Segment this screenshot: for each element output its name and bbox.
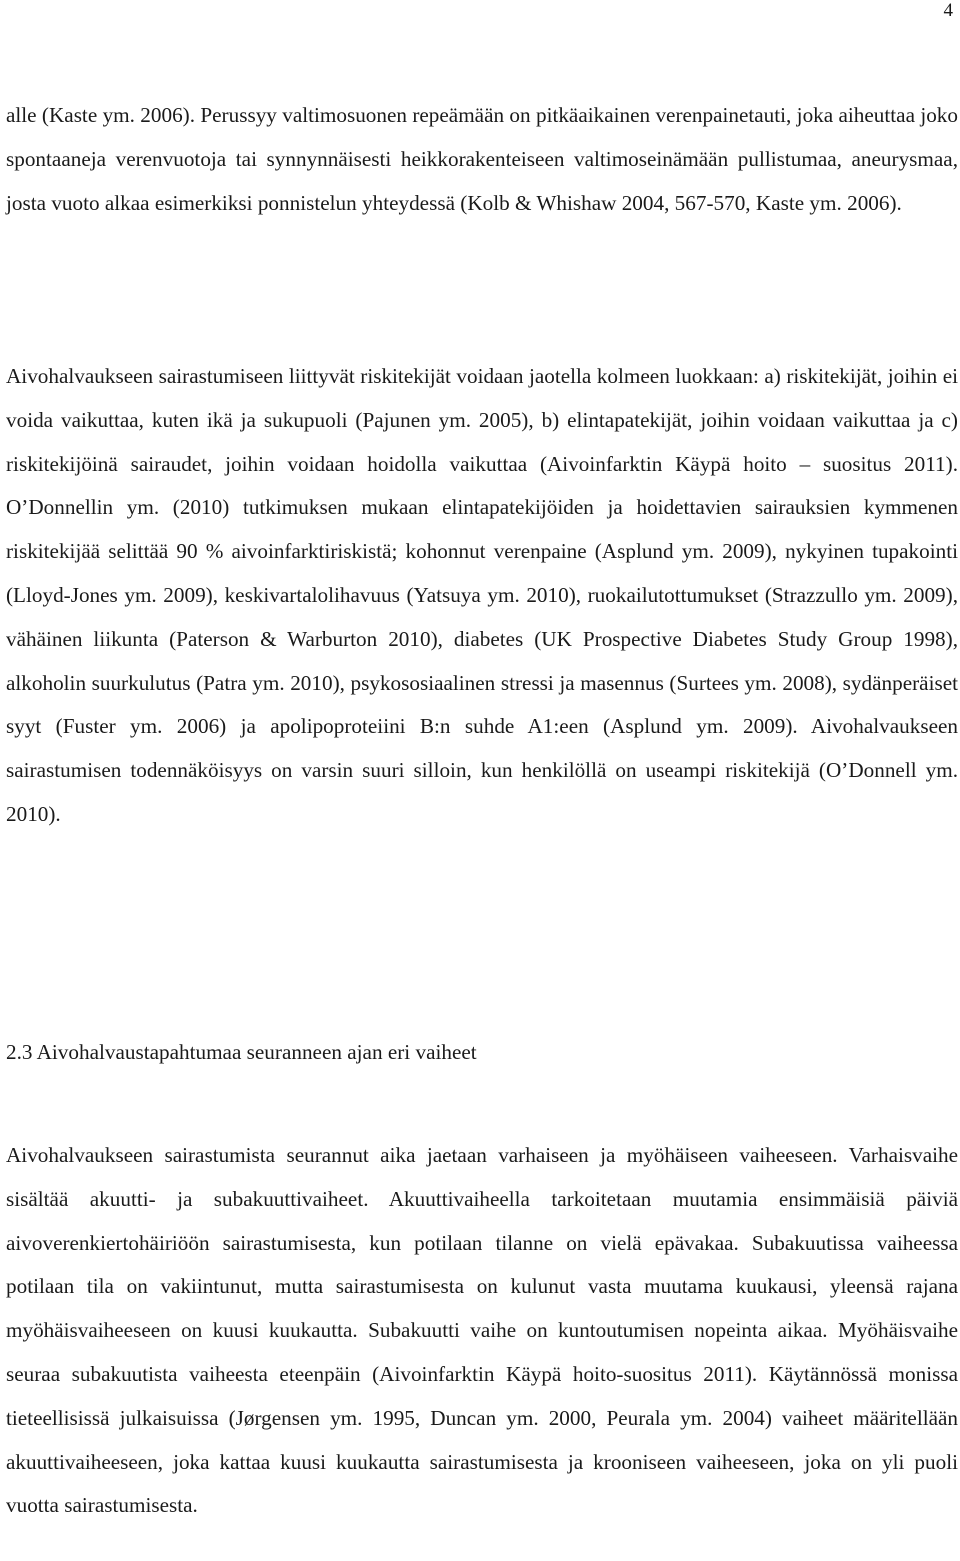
section-heading: 2.3 Aivohalvaustapahtumaa seuranneen ajan eri vaiheet [6, 1040, 477, 1064]
page-number: 4 [943, 0, 953, 21]
paragraph-risk-factors: Aivohalvaukseen sairastumiseen liittyvät riskitekijät voidaan jaotella kolmeen luokkaan: a) riskitekijät, joihin ei voida vaikuttaa, kuten ikä ja sukupuoli (Pajunen ym. 2005), b) elintapatekijät, joihin voidaan vaikuttaa ja c) riskitekijöinä sairaudet, joihin voidaan hoidolla vaikuttaa (Aivoinfarktin Käypä hoito – suositus 2011). O’Donnellin ym. (2010) tutkimuksen mukaan elintapatekijöiden ja hoidettavien sairauksien kymmenen riskitekijää selittää 90 % aivoinfarktiriskistä; kohonnut verenpaine (Asplund ym. 2009), nykyinen tupakointi (Lloyd-Jones ym. 2009), keskivartalolihavuus (Yatsuya ym. 2010), ruokailutottumukset (Strazzullo ym. 2009), vähäinen liikunta (Paterson & Warburton 2010), diabetes (UK Prospective Diabetes Study Group 1998), alkoholin suurkulutus (Patra ym. 2010), psykososiaalinen stressi ja masennus (Surtees ym. 2008), sydänperäiset syyt (Fuster ym. 2006) ja apolipoproteiini B:n suhde A1:een (Asplund ym. 2009). Aivohalvaukseen sairastumisen todennäköisyys on varsin suuri silloin, kun henkilöllä on useampi riskitekijä (O’Donnell ym. 2010). [6, 364, 958, 826]
paragraph-stroke-causes: alle (Kaste ym. 2006). Perussyy valtimosuonen repeämään on pitkäaikainen verenpainetauti, joka aiheuttaa joko spontaaneja verenvuotoja tai synnynnäisesti heikkorakenteiseen valtimoseinämään pullistumaa, aneurysmaa, josta vuoto alkaa esimerkiksi ponnistelun yhteydessä (Kolb & Whishaw 2004, 567-570, Kaste ym. 2006). [6, 103, 958, 215]
paragraph-stroke-phases: Aivohalvaukseen sairastumista seurannut aika jaetaan varhaiseen ja myöhäiseen vaiheeseen. Varhaisvaihe sisältää akuutti- ja subakuuttivaiheet. Akuuttivaiheella tarkoitetaan muutamia ensimmäisiä päiviä aivoverenkiertohäiriöön sairastumisesta, kun potilaan tilanne on vielä epävakaa. Subakuutissa vaiheessa potilaan tila on vakiintunut, mutta sairastumisesta on kulunut vasta muutama kuukausi, yleensä rajana myöhäisvaiheeseen on kuusi kuukautta. Subakuutti vaihe on kuntoutumisen nopeinta aikaa. Myöhäisvaihe seuraa subakuutista vaiheesta eteenpäin (Aivoinfarktin Käypä hoito-suositus 2011). Käytännössä monissa tieteellisissä julkaisuissa (Jørgensen ym. 1995, Duncan ym. 2000, Peurala ym. 2004) vaiheet määritellään akuuttivaiheeseen, joka kattaa kuusi kuukautta sairastumisesta ja krooniseen vaiheeseen, joka on yli puoli vuotta sairastumisesta. [6, 1143, 958, 1518]
